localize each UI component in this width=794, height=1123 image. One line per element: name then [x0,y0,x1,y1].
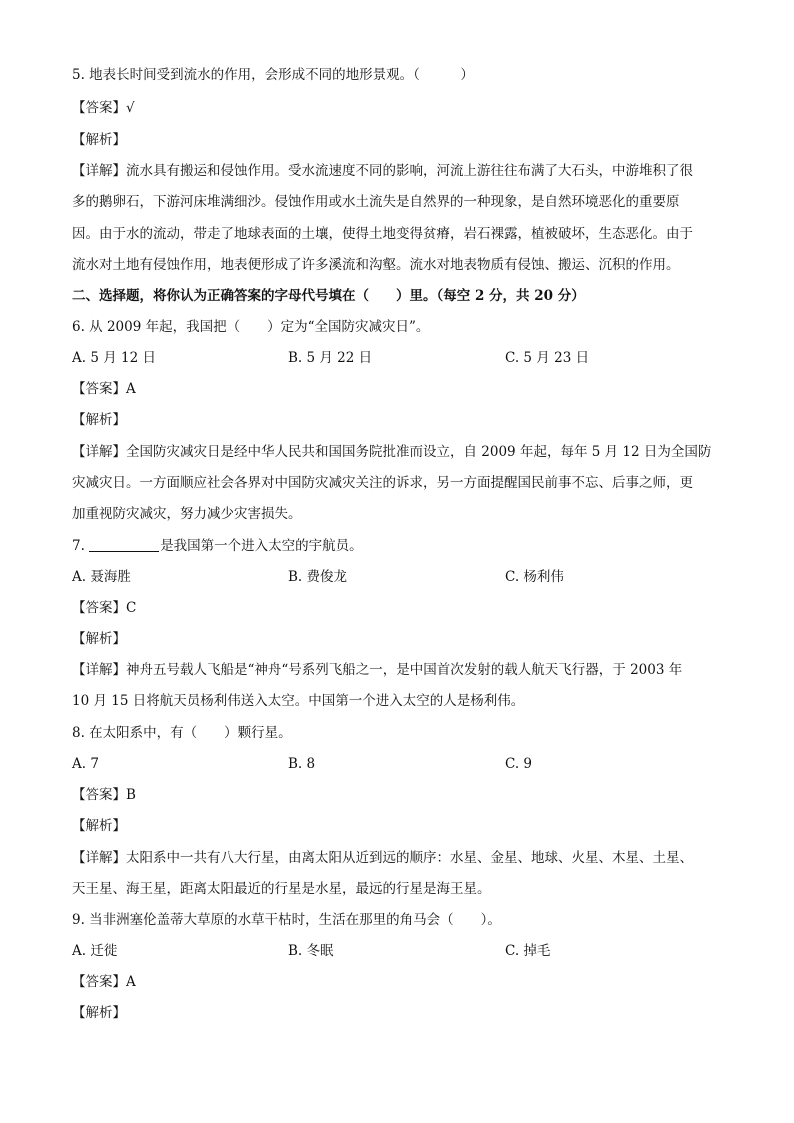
q7-stem [72,537,722,555]
q7-fill-blank [89,538,159,552]
q8-analysis-label: 【解析】 [72,818,126,834]
q5-answer: 【答案】√ [72,100,135,116]
q7-analysis-label: 【解析】 [72,631,126,647]
q7-option-b: B. 费俊龙 [288,569,348,585]
q7-option-a: A. 聂海胜 [72,569,131,585]
q8-option-c: C. 9 [505,756,533,772]
section-heading: 二、选择题，将你认为正确答案的字母代号填在（ ）里。（每空 2 分，共 20 分） [72,288,585,304]
q7-detail-line: 10 月 15 日将航天员杨利伟送入太空。中国第一个进入太空的人是杨利伟。 [72,693,525,709]
q6-stem: 6. 从 2009 年起，我国把（ ）定为“全国防灾减灾日”。 [72,319,430,335]
q9-stem: 9. 当非洲塞伦盖蒂大草原的水草干枯时，生活在那里的角马会（ ）。 [72,912,501,928]
q5-analysis-label: 【解析】 [72,132,126,148]
q9-answer: 【答案】A [72,974,136,990]
q8-answer: 【答案】B [72,787,136,803]
q7-detail-line: 【详解】神舟五号载人飞船是“神舟“号系列飞船之一，是中国首次发射的载人航天飞行器，于 2003 年 [72,662,683,678]
q6-analysis-label: 【解析】 [72,412,126,428]
q8-detail-line: 天王星、海王星，距离太阳最近的行星是水星，最远的行星是海王星。 [72,881,491,897]
q7-number: 7. [72,538,85,554]
q6-detail-line: 灾减灾日。一方面顺应社会各界对中国防灾减灾关注的诉求，另一方面提醒国民前事不忘、后事之师，更 [72,475,693,491]
q7-option-c: C. 杨利伟 [505,569,564,585]
q6-answer: 【答案】A [72,381,136,397]
q8-stem: 8. 在太阳系中，有（ ）颗行星。 [72,725,292,741]
q8-option-b: B. 8 [288,756,316,772]
q5-stem: 5. 地表长时间受到流水的作用，会形成不同的地形景观。（ ） [72,67,474,83]
q5-detail-line: 多的鹅卵石，下游河床堆满细沙。侵蚀作用或水土流失是自然界的一种现象，是自然环境恶化的重要原 [72,194,680,210]
q6-option-b: B. 5 月 22 日 [288,350,373,366]
q9-option-c: C. 掉毛 [505,943,551,959]
q5-detail-line: 【详解】流水具有搬运和侵蚀作用。受水流速度不同的影响，河流上游往往布满了大石头，中游堆积了很 [72,163,693,179]
q8-detail-line: 【详解】太阳系中一共有八大行星，由离太阳从近到远的顺序：水星、金星、地球、火星、木星、土星、 [72,850,693,866]
q8-option-a: A. 7 [72,756,99,772]
q5-detail-line: 流水对土地有侵蚀作用，地表便形成了许多溪流和沟壑。流水对地表物质有侵蚀、搬运、沉积的作用。 [72,257,680,273]
q6-option-a: A. 5 月 12 日 [72,350,156,366]
q7-stem-text: 是我国第一个进入太空的宇航员。 [160,538,363,554]
q6-option-c: C. 5 月 23 日 [505,350,590,366]
q7-answer: 【答案】C [72,600,137,616]
q6-detail-line: 【详解】全国防灾减灾日是经中华人民共和国国务院批准而设立，自 2009 年起，每年 5 月 12 日为全国防 [72,444,712,460]
q5-detail-line: 因。由于水的流动，带走了地球表面的土壤，使得土地变得贫瘠，岩石裸露，植被破坏，生态恶化。由于 [72,226,693,242]
q9-analysis-label: 【解析】 [72,1005,126,1021]
q9-option-b: B. 冬眠 [288,943,334,959]
q6-detail-line: 加重视防灾减灾，努力减少灾害损失。 [72,506,302,522]
q9-option-a: A. 迁徙 [72,943,118,959]
